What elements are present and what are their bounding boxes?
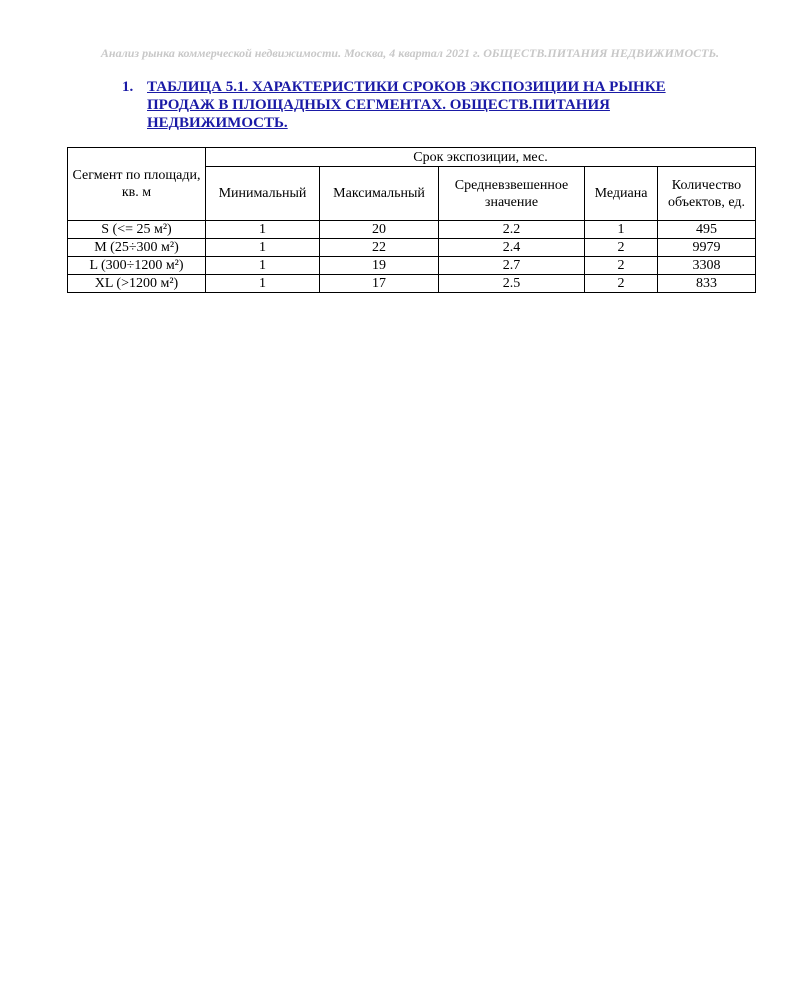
count-cell: 9979 <box>658 239 756 257</box>
column-header-count: Количество объектов, ед. <box>658 167 756 221</box>
max-cell: 17 <box>320 275 439 293</box>
column-header-median: Медиана <box>585 167 658 221</box>
min-cell: 1 <box>206 275 320 293</box>
table-row <box>68 221 756 239</box>
count-cell: 495 <box>658 221 756 239</box>
segment-cell: S (<= 25 м²) <box>68 221 206 239</box>
weighted-cell: 2.5 <box>439 275 585 293</box>
count-cell: 833 <box>658 275 756 293</box>
min-cell: 1 <box>206 239 320 257</box>
heading-number: 1. <box>122 79 134 95</box>
median-cell: 2 <box>585 239 658 257</box>
heading-text: ТАБЛИЦА 5.1. ХАРАКТЕРИСТИКИ СРОКОВ ЭКСПОЗИЦИИ НА РЫНКЕ ПРОДАЖ В ПЛОЩАДНЫХ СЕГМЕНТАХ. ОБЩЕСТВ.ПИТАНИЯ НЕДВИЖИМОСТЬ. <box>147 79 666 131</box>
min-cell: 1 <box>206 257 320 275</box>
column-header-max: Максимальный <box>320 167 439 221</box>
max-cell: 22 <box>320 239 439 257</box>
min-cell: 1 <box>206 221 320 239</box>
count-cell: 3308 <box>658 257 756 275</box>
median-cell: 2 <box>585 257 658 275</box>
running-header: Анализ рынка коммерческой недвижимости. Москва, 4 квартал 2021 г. ОБЩЕСТВ.ПИТАНИЯ НЕДВИЖИМОСТЬ. <box>100 46 720 60</box>
max-cell: 20 <box>320 221 439 239</box>
group-header: Срок экспозиции, мес. <box>206 148 756 167</box>
weighted-cell: 2.7 <box>439 257 585 275</box>
segment-cell: L (300÷1200 м²) <box>68 257 206 275</box>
column-header-weighted: Средневзвешенное значение <box>439 167 585 221</box>
table-row <box>68 275 756 293</box>
table-row <box>68 239 756 257</box>
segment-cell: M (25÷300 м²) <box>68 239 206 257</box>
segment-header: Сегмент по площади, кв. м <box>68 148 206 221</box>
median-cell: 2 <box>585 275 658 293</box>
median-cell: 1 <box>585 221 658 239</box>
exposure-table <box>67 147 756 293</box>
segment-cell: XL (>1200 м²) <box>68 275 206 293</box>
table-row <box>68 257 756 275</box>
max-cell: 19 <box>320 257 439 275</box>
table-heading <box>122 78 722 132</box>
weighted-cell: 2.2 <box>439 221 585 239</box>
weighted-cell: 2.4 <box>439 239 585 257</box>
column-header-min: Минимальный <box>206 167 320 221</box>
